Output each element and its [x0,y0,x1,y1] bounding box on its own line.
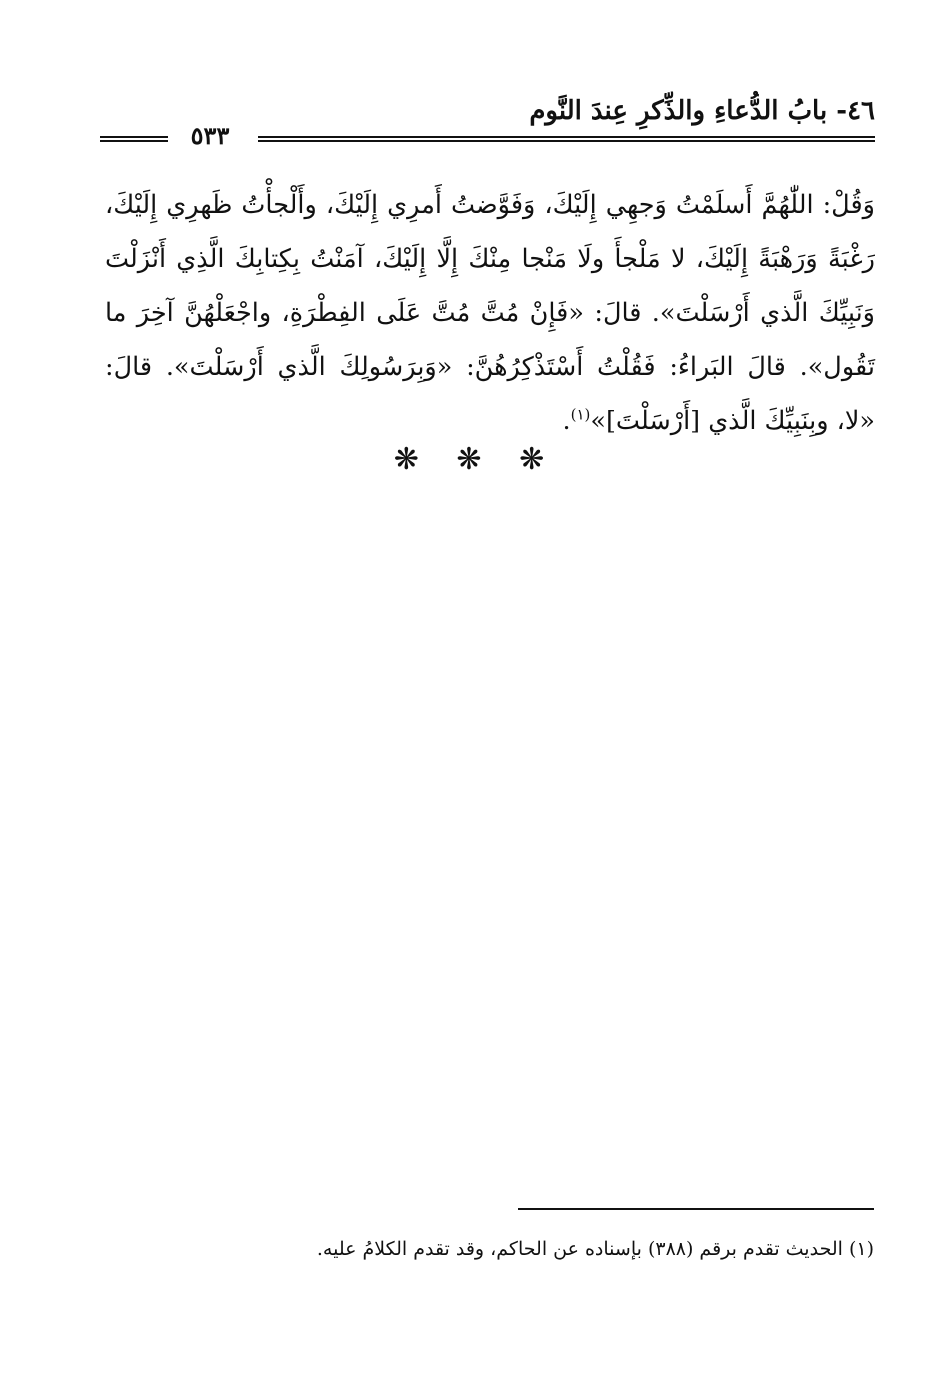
footnote-reference: (١) [570,405,591,424]
paragraph-text: وَقُلْ: اللّٰهُمَّ أَسلَمْتُ وَجهِي إِلَيْكَ، وَفَوَّضتُ أَمرِي إِلَيْكَ، وأَلْجأْتُ ظَهرِي إِلَيْكَ، رَغْبَةً وَرَهْبَةً إِلَيْكَ، لا مَلْجأَ ولَا مَنْجا مِنْكَ إِلَّا إِلَيْكَ، آمَنْتُ بِكِتابِكَ الَّذِي أَنْزَلْتَ وَنَبِيِّكَ الَّذي أَرْسَلْتَ». قالَ: «فَإِنْ مُتَّ مُتَّ عَلَى الفِطْرَةِ، واجْعَلْهُنَّ آخِرَ ما تَقُول». قالَ البَراءُ: فَقُلْتُ أَسْتَذْكِرُهُنَّ: «وَبِرَسُولِكَ الَّذي أَرْسَلْتَ». قالَ: «لا، وبِنَبِيِّكَ الَّذي [أَرْسَلْتَ]» [105,190,875,436]
section-separator: ❋ ❋ ❋ [393,442,559,477]
header-rule-left [100,136,168,142]
page-header [100,94,875,150]
main-text [105,178,875,448]
hadith-paragraph [105,178,875,448]
footnote-divider [518,1208,874,1210]
footnote: (١) الحديث تقدم برقم (٣٨٨) بإسناده عن الحاكم، وقد تقدم الكلامُ عليه. [316,1238,874,1260]
chapter-title: ٤٦- بابُ الدُّعاءِ والذِّكرِ عِندَ النَّوم [529,96,875,126]
paragraph-end: . [562,406,571,436]
header-rule-right [258,136,875,142]
page-number: ٥٣٣ [190,121,230,150]
